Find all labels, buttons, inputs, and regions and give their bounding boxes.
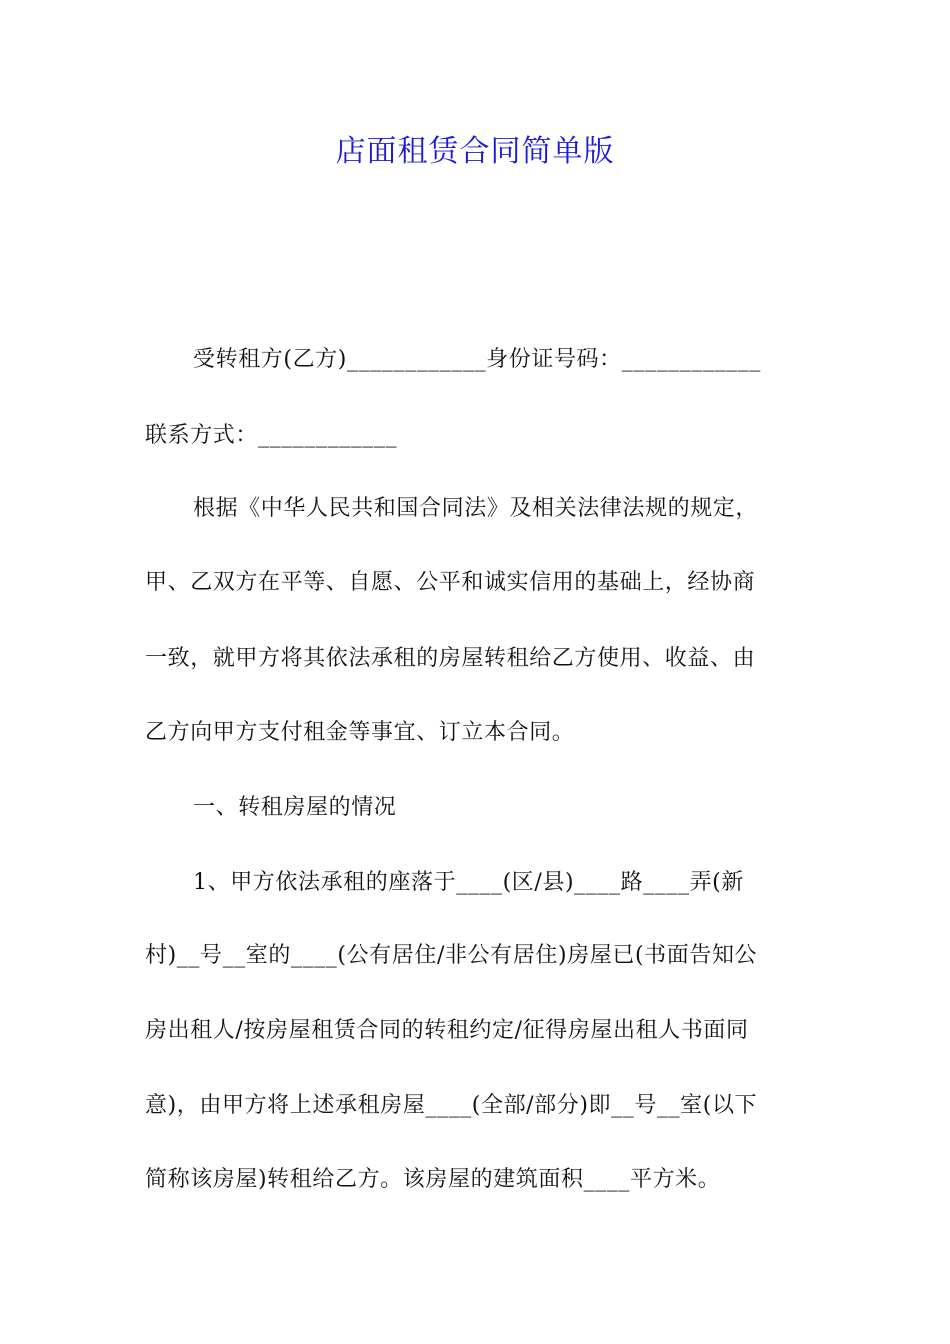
paragraph-line: 联系方式：____________ <box>145 423 398 448</box>
paragraph-line: 甲、乙双方在平等、自愿、公平和诚实信用的基础上，经协商 <box>145 570 756 595</box>
paragraph-line: 根据《中华人民共和国合同法》及相关法律法规的规定， <box>193 496 759 521</box>
paragraph-line: 1、甲方依法承租的座落于____(区/县)____路____弄(新 <box>193 870 744 895</box>
section-heading: 一、转租房屋的情况 <box>193 795 397 820</box>
document-title: 店面租赁合同简单版 <box>335 134 615 169</box>
paragraph-line: 受转租方(乙方)____________身份证号码：____________ <box>193 347 761 372</box>
paragraph-line: 乙方向甲方支付租金等事宜、订立本合同。 <box>145 720 575 745</box>
paragraph-line: 一致，就甲方将其依法承租的房屋转租给乙方使用、收益、由 <box>145 646 756 671</box>
paragraph-line: 房出租人/按房屋租赁合同的转租约定/征得房屋出租人书面同 <box>145 1018 749 1043</box>
paragraph-line: 村)__号__室的____(公有居住/非公有居住)房屋已(书面告知公 <box>145 943 758 968</box>
paragraph-line: 简称该房屋)转租给乙方。该房屋的建筑面积____平方米。 <box>145 1167 721 1192</box>
paragraph-line: 意)，由甲方将上述承租房屋____(全部/部分)即__号__室(以下 <box>145 1093 758 1118</box>
